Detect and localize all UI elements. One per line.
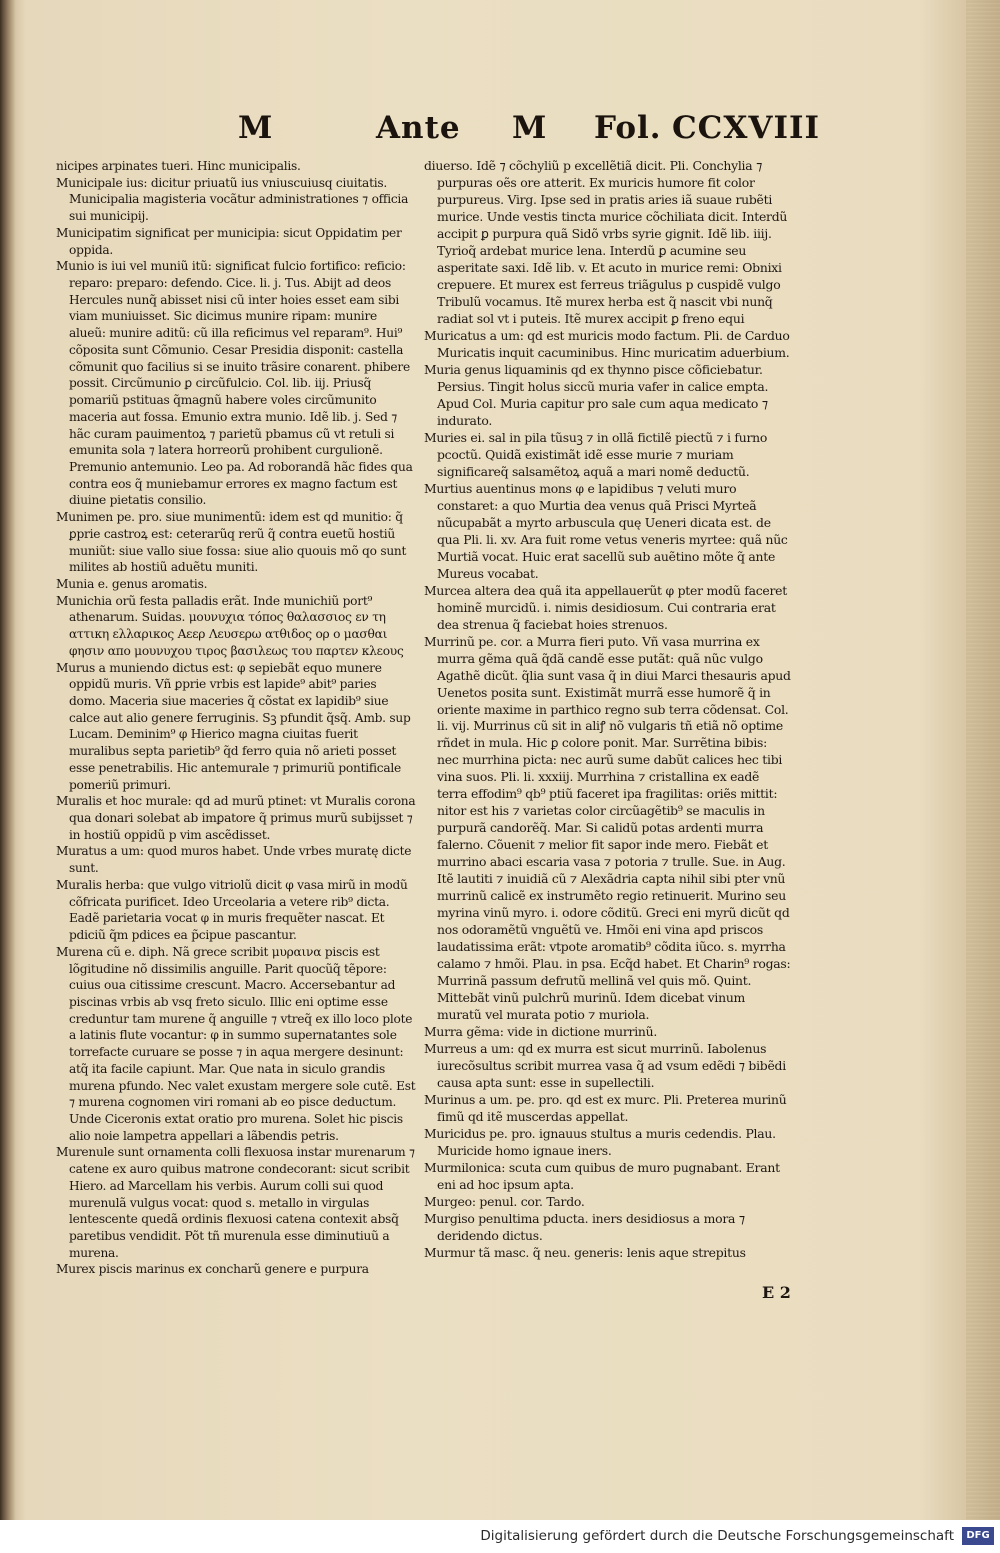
header-middle-mark: M [512, 110, 548, 146]
dictionary-entry: Murus a muniendo dictus est: φ sepiebãt equo munere oppidũ muris. Vñ ꝑprie vrbis est lapide⁹ abit⁹ paries domo. Maceria siue maceries q̃ cõstat ex lapidib⁹ siue calce aut alio genere ferruginis. Sꝫ pfundit q̃sq̃. Amb. sup Lucam. Deminim⁹ φ Hierico magna ciuitas fuerit muralibus septa parietib⁹ q̃d ferro quia nõ arieti posset esse penetrabilis. Hic antemurale ⁊ primuriũ pontificale pomeriũ primuri. [56, 660, 411, 792]
dictionary-entry: Munio is iui vel muniũ itũ: significat fulcio fortifico: reficio: reparo: preparo: defendo. Cice. li. j. Tus. Abijt ad deos Hercules nunq̃ abisset nisi cũ inter hoies esset eam sibi viam muniuisset. Sic dicimus munire ripam: munire alueũ: munire aditũ: cũ illa reficimus vel reparam⁹. Hui⁹ cõposita sunt Cõmunio. Cesar Presidia disponit: castella cõmunit quo facilius si se inuito trãsire conarent. phibere possit. Circũmunio ꝑ circũfulcio. Col. lib. iij. Priusq̃ pomariũ pstituas q̃magnũ habere voles circũmunito maceria aut fossa. Emunio extra munio. Idẽ lib. j. Sed ⁊ hãc curam pauimentoꝝ ⁊ parietũ pbamus cũ vt retuli si emunita sola ⁊ latera horreorũ prohibent curgulionẽ. Premunio antemunio. Leo pa. Ad roborandã hãc fides qua contra eos q̃ muniebamur errores ex magno factum est diuine pietatis consilio. [56, 259, 413, 508]
dictionary-entry: Murgiso penultima pducta. iners desidiosus a mora ⁊ deridendo dictus. [424, 1211, 745, 1244]
dictionary-entry: Murcea altera dea quã ita appellauerũt φ pter modũ faceret hominẽ murcidũ. i. nimis desidiosum. Cui contraria erat dea strenua q̃ faciebat hoies strenuos. [424, 582, 787, 632]
dictionary-entry: Muralis herba: que vulgo vitriolũ dicit φ vasa mirũ in modũ cõfricata purificet. Ideo Urceolaria a vetere rib⁹ dicta. Eadẽ parietaria vocat φ in muris frequẽter nascat. Et pdiciũ q̃m pdices ea p̃cipue pascantur. [56, 877, 408, 943]
dictionary-entry: Muria genus liquaminis qd ex thynno pisce cõficiebatur. Persius. Tingit holus siccũ muria vafer in calice empta. Apud Col. Muria capitur pro sale cum aqua medicato ⁊ indurato. [424, 361, 769, 428]
header-ante: Ante [376, 110, 461, 146]
signature-mark: E 2 [762, 1283, 791, 1302]
dictionary-entry: nicipes arpinates tueri. Hinc municipalis. [56, 159, 301, 173]
dictionary-entry: Murinus a um. pe. pro. qd est ex murc. Pli. Preterea murinũ fimũ qd itẽ muscerdas appellat. [424, 1092, 787, 1125]
dictionary-entry: Murex piscis marinus ex concharũ genere e purpura [56, 1262, 369, 1277]
dictionary-entry: Muralis et hoc murale: qd ad murũ ptinet: vt Muralis corona qua donari solebat ab imꝑatore q̃ primus murũ subijsset ⁊ in hostiũ oppidũ p vim ascẽdisset. [56, 794, 416, 842]
dictionary-entry: Murtius auentinus mons φ e lapidibus ⁊ veluti muro constaret: a quo Murtia dea venus quã Prisci Myrteã nũcupabãt a myrto arbuscula quę Ueneri dicata est. de qua Pli. li. xv. Ara fuit rome vetus veneris myrtee: quã nũc Murtiã vocat. Huic erat sacellũ sub auẽtino mõte q̃ ante Mureus vocabat. [424, 480, 788, 581]
footer-bar [0, 1520, 1000, 1553]
dictionary-entry: Municipatim significat per municipia: sicut Oppidatim per oppida. [56, 225, 402, 257]
dictionary-entry: Municipale ius: dicitur priuatũ ius vniuscuiusq ciuitatis. Municipalia magisteria vocãtur administrationes ⁊ officia sui municipij. [56, 175, 409, 224]
dictionary-entry: Muricidus pe. pro. ignauus stultus a muris cedendis. Plau. Muricide homo ignaue iners. [424, 1126, 776, 1159]
dfg-logo: DFG [962, 1527, 994, 1545]
dictionary-entry: Muratus a um: quod muros habet. Unde vrbes muratę dicte sunt. [56, 844, 412, 876]
header-left-mark: M [238, 110, 274, 146]
dictionary-entry: Munichia orũ festa palladis erãt. Inde munichiũ port⁹ athenarum. Suidas. μουνυχια τόπος θαλασσιος εν τη αττικη ελλαρικος Αεερ Λευσερω ατθιδος ορ ο μασθαι φησιν απο μουνυχου τιρος βασιλεως του παρτεν κλεους [56, 593, 404, 658]
dictionary-entry: Munia e. genus aromatis. [56, 576, 208, 591]
dictionary-entry: Murgeo: penul. cor. Tardo. [424, 1194, 585, 1210]
dictionary-entry: Murreus a um: qd ex murra est sicut murrinũ. Iabolenus iurecõsultus scribit murrea vasa q̃ ad vsum edẽdi ⁊ bibẽdi causa apta sunt: esse in supellectili. [424, 1041, 786, 1091]
header-fol: Fol. [594, 110, 662, 146]
dictionary-entry: Murena cũ e. diph. Nã grece scribit μυραινα piscis est lõgitudine nõ dissimilis anguille. Parit quocũq̃ tẽpore: cuius oua citissime crescunt. Macro. Accersebantur ad piscinas vrbis ab vsq freto siculo. Illic eni optime esse creduntur tam murene q̃ anguille ⁊ vtreq̃ ex illo loco plote a latinis flute vocantur: φ in summo supernatantes sole torrefacte curuare se posse ⁊ in aqua mergere desinunt: atq̃ ita facile capiunt. Mar. Que nata in siculo grandis murena pfundo. Nec valet exustam mergere sole cutẽ. Est ⁊ murena cognomen viri romani ab eo pisce deductum. Unde Ciceronis extat oratio pro murena. Solet hic piscis alio noie lampetra appellari a lãbendis petris. [56, 944, 416, 1143]
dictionary-entry: diuerso. Idẽ ⁊ cõchyliũ p excellẽtiã dicit. Pli. Conchylia ⁊ purpuras oẽs ore atterit. Ex muricis humore fit color purpureus. Virg. Ipse sed in pratis aries iã suaue rubẽti murice. Unde vestis tincta murice cõchiliata dicit. Interdũ accipit ꝑ purpura quã Sidõ vrbs syrie gignit. Idẽ lib. iiij. Tyrioq̃ ardebat murice lena. Interdũ ꝑ acumine seu asperitate saxi. Idẽ lib. v. Et acuto in murice remi: Obnixi crepuere. Et murex est ferreus triãgulus p cuspidẽ vulgo Tribulũ vocamus. Itẽ murex herba est q̃ nascit vbi nunq̃ radiat sol vt i puteis. Itẽ murex accipit ꝑ freno equi [424, 158, 788, 326]
dictionary-entry: Murmur tã masc. q̃ neu. generis: lenis aque strepitus [424, 1245, 746, 1260]
folio-number: CCXVIII [672, 110, 820, 146]
dictionary-entry: Murenule sunt ornamenta colli flexuosa instar murenarum ⁊ catene ex auro quibus matrone condecorant: sicut scribit Hiero. ad Marcellam his verbis. Aurum colli sui quod murenulã vulgus vocat: quod s. metallo in virgulas lentescente quedã ordinis flexuosi catena contexit absq̃ paretibus vendidit. Põt tñ murenula esse diminutiuũ a murena. [56, 1145, 415, 1260]
dictionary-entry: Muricatus a um: qd est muricis modo factum. Pli. de Carduo Muricatis inquit cacuminibus. Hinc muricatim aduerbium. [424, 327, 790, 360]
dictionary-entry: Murrinũ pe. cor. a Murra fieri puto. Vñ vasa murrina ex murra gẽma quã q̃dã candẽ esse putãt: quã nũc vulgo Agathẽ dicũt. q̃lia sunt vasa q̃ in diui Marci thesauris apud Uenetos posita sunt. Existimãt murrã esse humorẽ q̃ in oriente maxime in parthico regno sub terra cõdensat. Col. li. vij. Murrinus cũ sit in aliꝭ nõ vulgaris tñ etiã nõ optime rñdet in mula. Hic ꝑ colore ponit. Mar. Surrẽtina bibis: nec murrhina picta: nec aurũ sume dabũt calices hec tibi vina suos. Pli. li. xxxiij. Murrhina ⁊ cristallina ex eadẽ terra effodim⁹ qb⁹ ptiũ faceret ipa fragilitas: oriẽs mittit: nitor est his ⁊ varietas color circũagẽtib⁹ se maculis in purpurã candorẽq̃. Mar. Si calidũ potas ardenti murra falerno. Cõuenit ⁊ melior fit sapor inde mero. Fiebãt et murrino abaci escaria vasa ⁊ potoria ⁊ trulle. Sue. in Aug. Itẽ lautiti ⁊ inuidiã cũ ⁊ Alexãdria capta nihil sibi pter vnũ murrinũ calicẽ ex instrumẽto regio retinuerit. Murino seu myrina vinũ myro. i. odore cõditũ. Greci eni myrũ dicũt qd nos odoramẽtũ vnguẽtũ ve. Hmõi eni vina apd priscos laudatissima erãt: vtpote aromatib⁹ cõdita iũco. s. myrrha calamo ⁊ hmõi. Plau. in psa. Ecq̃d habet. Et Charin⁹ rogas: Murrinã passum defrutũ mellinã vel quis mõ. Quint. Mittebãt vinũ pulchrũ murinũ. Idem dicebat vinum muratũ vel murata potio ⁊ muriola. [424, 633, 791, 1023]
left-column [56, 158, 416, 1278]
page-edge-texture [966, 0, 1000, 1520]
running-header [230, 110, 820, 160]
dictionary-entry: Munimen pe. pro. siue munimentũ: idem est qd munitio: q̃ ꝑprie castroꝝ est: ceterarũq rerũ q̃ contra euetũ hostiũ muniũt: siue vallo siue fossa: siue alio quouis mõ qo sunt milites ab hostiũ aduẽtu muniti. [56, 510, 407, 575]
funding-note: Digitalisierung gefördert durch die Deutsche Forschungsgemeinschaft [480, 1528, 954, 1544]
dictionary-entry: Murmilonica: scuta cum quibus de muro pugnabant. Erant eni ad hoc ipsum apta. [424, 1160, 780, 1193]
dictionary-entry: Muries ei. sal in pila tũsuꝫ ⁊ in ollã fictilẽ piectũ ⁊ i furno pcoctũ. Quidã existimãt idẽ esse murie ⁊ muriam significareq̃ salsamẽtoꝝ aquã a mari nomẽ deductũ. [424, 429, 768, 479]
dictionary-entry: Murra gẽma: vide in dictione murrinũ. [424, 1024, 658, 1040]
right-column [424, 158, 792, 1262]
